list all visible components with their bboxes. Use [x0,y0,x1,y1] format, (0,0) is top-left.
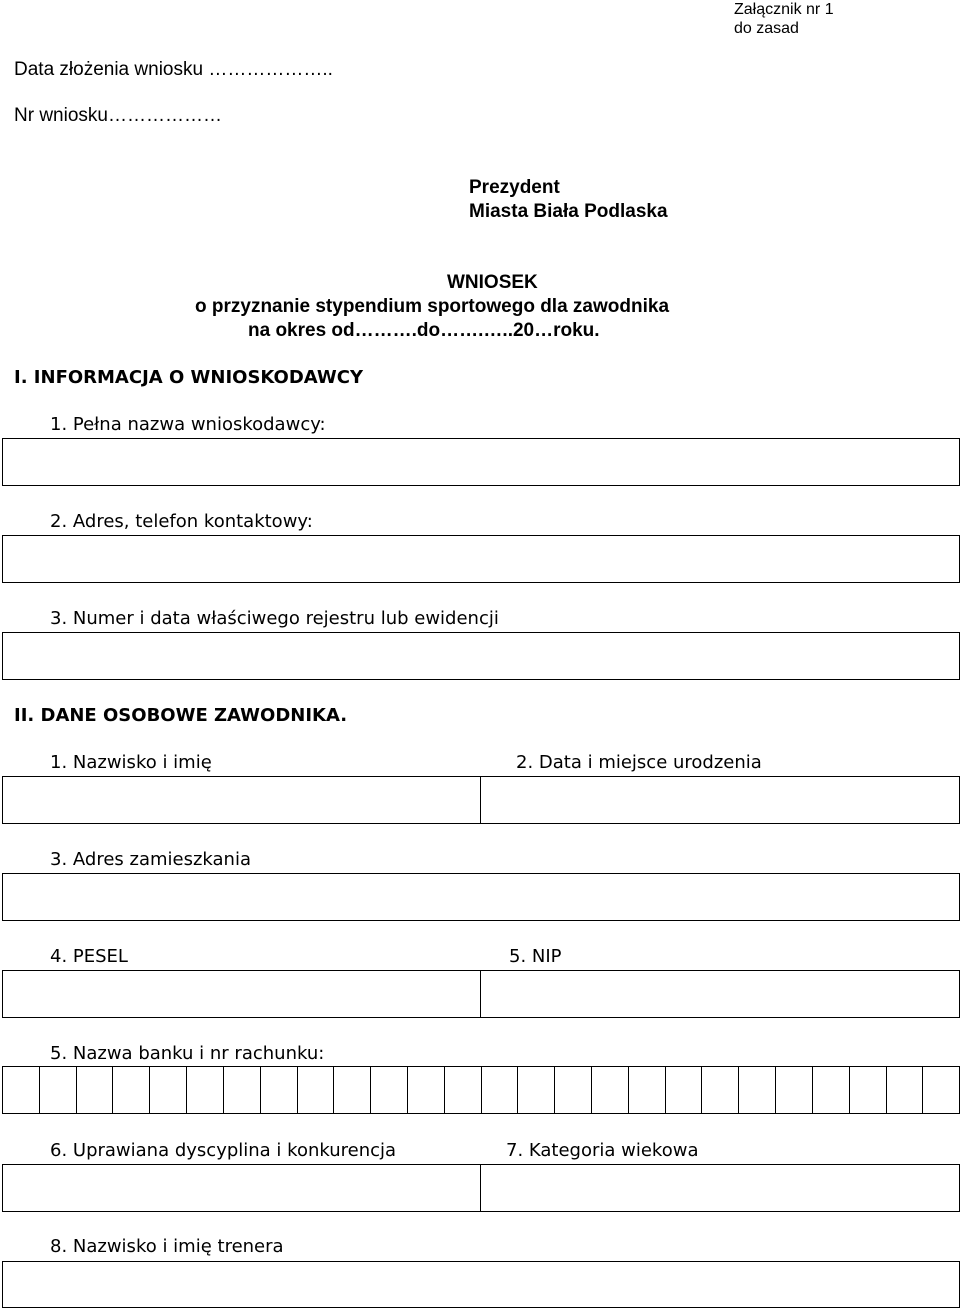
bank-account-digit-cell[interactable] [850,1066,887,1114]
bank-account-cells [2,1066,960,1114]
athlete-name-field[interactable] [3,777,480,823]
bank-account-digit-cell[interactable] [482,1066,519,1114]
submission-date-line: Data złożenia wniosku ……………….. [14,59,333,80]
document-title: WNIOSEK [447,272,538,293]
residence-address-field[interactable] [2,873,960,921]
bank-account-digit-cell[interactable] [887,1066,924,1114]
bank-account-digit-cell[interactable] [923,1066,960,1114]
applicant-name-label: 1. Pełna nazwa wnioskodawcy: [50,414,326,435]
application-number-line: Nr wniosku……………… [14,105,222,126]
discipline-field[interactable] [3,1165,480,1211]
bank-account-digit-cell[interactable] [224,1066,261,1114]
name-birth-row [2,776,960,824]
pesel-nip-row [2,970,960,1018]
bank-account-digit-cell[interactable] [445,1066,482,1114]
coach-name-field[interactable] [2,1261,960,1308]
bank-account-digit-cell[interactable] [371,1066,408,1114]
bank-account-digit-cell[interactable] [702,1066,739,1114]
section-1-heading: I. INFORMACJA O WNIOSKODAWCY [14,367,364,388]
bank-account-digit-cell[interactable] [739,1066,776,1114]
pesel-field[interactable] [3,971,480,1017]
bank-account-digit-cell[interactable] [666,1066,703,1114]
bank-account-digit-cell[interactable] [813,1066,850,1114]
nip-field[interactable] [481,971,959,1017]
athlete-name-label: 1. Nazwisko i imię [50,752,212,773]
bank-account-digit-cell[interactable] [408,1066,445,1114]
addressee-line-2: Miasta Biała Podlaska [469,201,668,222]
bank-account-digit-cell[interactable] [776,1066,813,1114]
bank-account-digit-cell[interactable] [2,1066,40,1114]
applicant-contact-label: 2. Adres, telefon kontaktowy: [50,511,313,532]
bank-account-digit-cell[interactable] [40,1066,77,1114]
bank-account-digit-cell[interactable] [592,1066,629,1114]
attachment-line-2: do zasad [734,20,799,37]
applicant-name-field[interactable] [2,438,960,486]
addressee-line-1: Prezydent [469,177,560,198]
bank-account-label: 5. Nazwa banku i nr rachunku: [50,1043,325,1064]
bank-account-digit-cell[interactable] [555,1066,592,1114]
pesel-label: 4. PESEL [50,946,128,967]
scholarship-period-line: na okres od……….do…….…..20…roku. [248,320,600,341]
discipline-label: 6. Uprawiana dyscyplina i konkurencja [50,1140,397,1161]
bank-account-digit-cell[interactable] [77,1066,114,1114]
bank-account-digit-cell[interactable] [187,1066,224,1114]
applicant-contact-field[interactable] [2,535,960,583]
bank-account-digit-cell[interactable] [113,1066,150,1114]
nip-label: 5. NIP [509,946,562,967]
bank-account-digit-cell[interactable] [261,1066,298,1114]
discipline-category-row [2,1164,960,1212]
document-subtitle: o przyznanie stypendium sportowego dla zawodnika [195,296,670,317]
section-2-heading: II. DANE OSOBOWE ZAWODNIKA. [14,705,348,726]
register-number-label: 3. Numer i data właściwego rejestru lub ewidencji [50,608,499,629]
age-category-label: 7. Kategoria wiekowa [506,1140,699,1161]
bank-account-digit-cell[interactable] [334,1066,371,1114]
attachment-line-1: Załącznik nr 1 [734,1,834,18]
birth-date-place-field[interactable] [481,777,959,823]
birth-date-place-label: 2. Data i miejsce urodzenia [516,752,762,773]
bank-account-digit-cell[interactable] [150,1066,187,1114]
bank-account-digit-cell[interactable] [629,1066,666,1114]
coach-name-label: 8. Nazwisko i imię trenera [50,1236,284,1257]
register-number-field[interactable] [2,632,960,680]
bank-account-digit-cell[interactable] [518,1066,555,1114]
residence-address-label: 3. Adres zamieszkania [50,849,251,870]
age-category-field[interactable] [481,1165,959,1211]
bank-account-digit-cell[interactable] [298,1066,335,1114]
